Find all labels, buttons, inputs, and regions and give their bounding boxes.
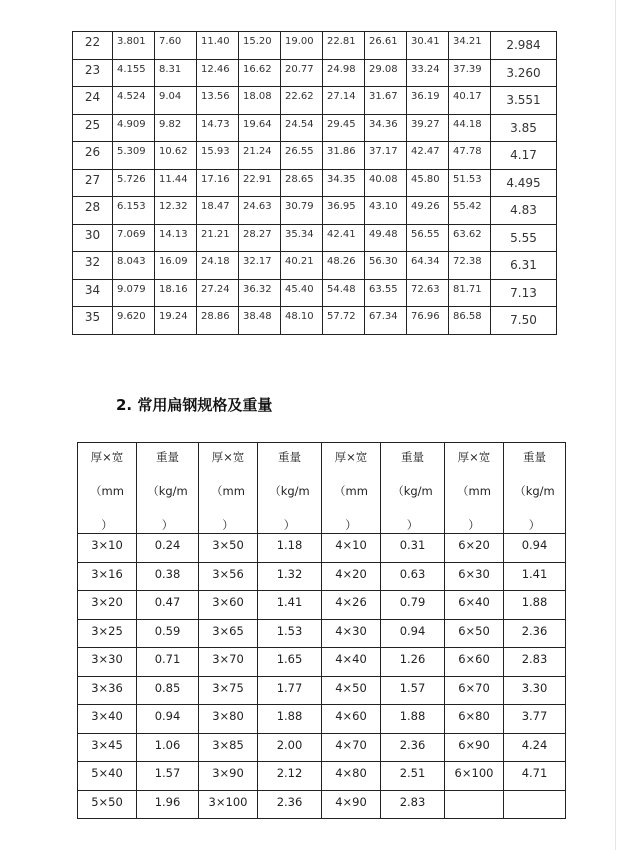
weight-cell: 1.06 <box>137 733 199 762</box>
table-cell: 45.40 <box>281 279 323 307</box>
table-cell: 40.21 <box>281 252 323 280</box>
size-cell: 4×30 <box>322 619 381 648</box>
table-cell: 12.46 <box>197 59 239 87</box>
table-cell: 15.93 <box>197 142 239 170</box>
table-cell: 43.10 <box>365 197 407 225</box>
size-cell: 6×20 <box>445 534 504 563</box>
table-cell: 36.32 <box>239 279 281 307</box>
table-cell: 26.61 <box>365 32 407 60</box>
diameter-cell: 35 <box>73 307 113 335</box>
weight-cell: 1.32 <box>258 562 322 591</box>
flat-steel-header-row <box>78 443 566 534</box>
size-cell: 3×56 <box>199 562 258 591</box>
table-cell: 55.42 <box>449 197 491 225</box>
weight-cell: 1.26 <box>381 648 445 677</box>
table-row <box>73 197 557 225</box>
size-cell: 5×40 <box>78 762 137 791</box>
size-cell: 6×90 <box>445 733 504 762</box>
table-row <box>73 169 557 197</box>
table-cell: 10.62 <box>155 142 197 170</box>
table-cell: 38.48 <box>239 307 281 335</box>
table-cell: 37.39 <box>449 59 491 87</box>
weight-cell: 1.96 <box>137 790 199 819</box>
size-cell: 6×70 <box>445 676 504 705</box>
table-cell: 13.56 <box>197 87 239 115</box>
size-cell: 3×16 <box>78 562 137 591</box>
diameter-cell: 23 <box>73 59 113 87</box>
round-steel-weight-table <box>72 31 557 335</box>
weight-cell: 0.94 <box>504 534 566 563</box>
diameter-cell: 34 <box>73 279 113 307</box>
table-row <box>78 705 566 734</box>
table-cell: 36.95 <box>323 197 365 225</box>
table-row <box>78 762 566 791</box>
table-cell: 28.86 <box>197 307 239 335</box>
table-cell: 18.47 <box>197 197 239 225</box>
size-cell: 3×90 <box>199 762 258 791</box>
table-cell: 63.55 <box>365 279 407 307</box>
page-edge <box>615 0 616 850</box>
table-row <box>73 279 557 307</box>
header-line-bot: ） <box>283 518 296 532</box>
table-cell: 7.069 <box>113 224 155 252</box>
size-cell: 4×80 <box>322 762 381 791</box>
table-cell: 72.38 <box>449 252 491 280</box>
table-cell: 27.24 <box>197 279 239 307</box>
table-cell: 63.62 <box>449 224 491 252</box>
header-line-bot: ） <box>528 518 541 532</box>
diameter-cell: 32 <box>73 252 113 280</box>
diameter-cell: 27 <box>73 169 113 197</box>
round-steel-table-body <box>73 32 557 335</box>
table-cell: 30.41 <box>407 32 449 60</box>
diameter-cell: 30 <box>73 224 113 252</box>
header-line-top: 厚×宽 <box>334 450 368 464</box>
header-size <box>78 443 137 534</box>
weight-cell: 4.83 <box>491 197 557 225</box>
table-cell: 31.86 <box>323 142 365 170</box>
flat-steel-table-body <box>78 534 566 819</box>
table-cell: 40.17 <box>449 87 491 115</box>
weight-cell: 4.495 <box>491 169 557 197</box>
table-cell: 44.18 <box>449 114 491 142</box>
table-cell: 28.27 <box>239 224 281 252</box>
table-cell: 4.524 <box>113 87 155 115</box>
header-size <box>322 443 381 534</box>
weight-cell: 3.260 <box>491 59 557 87</box>
table-cell: 28.65 <box>281 169 323 197</box>
table-cell: 9.079 <box>113 279 155 307</box>
diameter-cell: 25 <box>73 114 113 142</box>
weight-cell: 1.57 <box>137 762 199 791</box>
size-cell: 6×50 <box>445 619 504 648</box>
size-cell: 6×30 <box>445 562 504 591</box>
size-cell: 3×25 <box>78 619 137 648</box>
header-weight <box>504 443 566 534</box>
table-cell: 16.62 <box>239 59 281 87</box>
table-cell: 40.08 <box>365 169 407 197</box>
header-line-bot: ） <box>345 518 357 532</box>
size-cell: 4×20 <box>322 562 381 591</box>
size-cell: 4×90 <box>322 790 381 819</box>
weight-cell: 0.94 <box>381 619 445 648</box>
weight-cell: 1.88 <box>258 705 322 734</box>
header-line-mid: （kg/m <box>392 484 433 498</box>
table-cell: 16.09 <box>155 252 197 280</box>
table-cell: 35.34 <box>281 224 323 252</box>
header-size <box>199 443 258 534</box>
table-cell: 8.31 <box>155 59 197 87</box>
weight-cell: 0.47 <box>137 591 199 620</box>
table-cell: 7.60 <box>155 32 197 60</box>
size-cell: 4×26 <box>322 591 381 620</box>
weight-cell: 4.17 <box>491 142 557 170</box>
table-cell: 9.620 <box>113 307 155 335</box>
table-cell: 24.18 <box>197 252 239 280</box>
table-cell: 32.17 <box>239 252 281 280</box>
weight-cell: 1.41 <box>258 591 322 620</box>
weight-cell: 1.65 <box>258 648 322 677</box>
table-cell: 36.19 <box>407 87 449 115</box>
table-cell: 11.40 <box>197 32 239 60</box>
size-cell: 3×100 <box>199 790 258 819</box>
diameter-cell: 28 <box>73 197 113 225</box>
table-cell: 19.64 <box>239 114 281 142</box>
header-line-mid: （mm <box>90 484 124 498</box>
weight-cell: 0.71 <box>137 648 199 677</box>
table-cell: 11.44 <box>155 169 197 197</box>
table-cell: 4.909 <box>113 114 155 142</box>
table-row <box>78 534 566 563</box>
size-cell: 4×10 <box>322 534 381 563</box>
header-weight <box>258 443 322 534</box>
table-cell: 18.08 <box>239 87 281 115</box>
table-row <box>78 676 566 705</box>
weight-cell: 0.38 <box>137 562 199 591</box>
size-cell: 6×40 <box>445 591 504 620</box>
weight-cell: 3.30 <box>504 676 566 705</box>
weight-cell <box>504 790 566 819</box>
header-weight <box>381 443 445 534</box>
weight-cell: 7.13 <box>491 279 557 307</box>
size-cell: 3×20 <box>78 591 137 620</box>
table-cell: 47.78 <box>449 142 491 170</box>
table-row <box>73 32 557 60</box>
table-cell: 5.726 <box>113 169 155 197</box>
weight-cell: 1.88 <box>504 591 566 620</box>
weight-cell: 3.85 <box>491 114 557 142</box>
size-cell: 3×10 <box>78 534 137 563</box>
weight-cell: 2.36 <box>504 619 566 648</box>
table-row <box>78 591 566 620</box>
size-cell: 5×50 <box>78 790 137 819</box>
table-cell: 64.34 <box>407 252 449 280</box>
size-cell: 4×60 <box>322 705 381 734</box>
header-line-top: 重量 <box>401 450 424 464</box>
table-cell: 19.00 <box>281 32 323 60</box>
size-cell <box>445 790 504 819</box>
table-cell: 22.62 <box>281 87 323 115</box>
weight-cell: 0.85 <box>137 676 199 705</box>
table-cell: 27.14 <box>323 87 365 115</box>
header-line-mid: （kg/m <box>269 484 310 498</box>
table-cell: 6.153 <box>113 197 155 225</box>
weight-cell: 1.57 <box>381 676 445 705</box>
weight-cell: 2.36 <box>258 790 322 819</box>
header-line-bot: ） <box>222 518 234 532</box>
table-cell: 72.63 <box>407 279 449 307</box>
weight-cell: 0.94 <box>137 705 199 734</box>
table-cell: 37.17 <box>365 142 407 170</box>
header-line-bot: ） <box>406 518 419 532</box>
table-cell: 17.16 <box>197 169 239 197</box>
table-cell: 3.801 <box>113 32 155 60</box>
weight-cell: 0.24 <box>137 534 199 563</box>
table-cell: 48.26 <box>323 252 365 280</box>
table-cell: 18.16 <box>155 279 197 307</box>
weight-cell: 2.36 <box>381 733 445 762</box>
size-cell: 3×70 <box>199 648 258 677</box>
table-cell: 76.96 <box>407 307 449 335</box>
table-cell: 29.45 <box>323 114 365 142</box>
header-line-top: 厚×宽 <box>90 450 124 464</box>
table-cell: 9.04 <box>155 87 197 115</box>
size-cell: 4×50 <box>322 676 381 705</box>
table-cell: 5.309 <box>113 142 155 170</box>
header-line-mid: （mm <box>211 484 245 498</box>
table-cell: 86.58 <box>449 307 491 335</box>
size-cell: 3×80 <box>199 705 258 734</box>
table-cell: 51.53 <box>449 169 491 197</box>
weight-cell: 1.88 <box>381 705 445 734</box>
table-cell: 14.13 <box>155 224 197 252</box>
size-cell: 6×100 <box>445 762 504 791</box>
header-line-top: 厚×宽 <box>457 450 491 464</box>
table-cell: 67.34 <box>365 307 407 335</box>
weight-cell: 2.984 <box>491 32 557 60</box>
table-cell: 21.24 <box>239 142 281 170</box>
header-line-bot: ） <box>161 518 174 532</box>
table-cell: 9.82 <box>155 114 197 142</box>
size-cell: 3×60 <box>199 591 258 620</box>
weight-cell: 2.83 <box>504 648 566 677</box>
table-cell: 15.20 <box>239 32 281 60</box>
diameter-cell: 22 <box>73 32 113 60</box>
table-cell: 24.63 <box>239 197 281 225</box>
table-row <box>78 790 566 819</box>
weight-cell: 0.59 <box>137 619 199 648</box>
table-cell: 56.55 <box>407 224 449 252</box>
table-cell: 14.73 <box>197 114 239 142</box>
header-line-mid: （kg/m <box>514 484 555 498</box>
size-cell: 3×75 <box>199 676 258 705</box>
table-cell: 33.24 <box>407 59 449 87</box>
header-size <box>445 443 504 534</box>
table-cell: 22.91 <box>239 169 281 197</box>
table-cell: 49.26 <box>407 197 449 225</box>
header-line-top: 重量 <box>523 450 546 464</box>
weight-cell: 2.12 <box>258 762 322 791</box>
table-cell: 12.32 <box>155 197 197 225</box>
weight-cell: 0.63 <box>381 562 445 591</box>
table-cell: 22.81 <box>323 32 365 60</box>
table-row <box>78 648 566 677</box>
size-cell: 3×50 <box>199 534 258 563</box>
table-cell: 34.35 <box>323 169 365 197</box>
table-cell: 8.043 <box>113 252 155 280</box>
table-cell: 31.67 <box>365 87 407 115</box>
table-row <box>78 619 566 648</box>
table-cell: 26.55 <box>281 142 323 170</box>
table-row <box>73 224 557 252</box>
header-line-mid: （kg/m <box>147 484 188 498</box>
weight-cell: 3.77 <box>504 705 566 734</box>
table-row <box>73 59 557 87</box>
size-cell: 4×40 <box>322 648 381 677</box>
table-cell: 42.41 <box>323 224 365 252</box>
weight-cell: 7.50 <box>491 307 557 335</box>
table-cell: 49.48 <box>365 224 407 252</box>
weight-cell: 1.53 <box>258 619 322 648</box>
table-cell: 57.72 <box>323 307 365 335</box>
table-row <box>73 252 557 280</box>
weight-cell: 0.31 <box>381 534 445 563</box>
header-line-top: 重量 <box>278 450 301 464</box>
table-cell: 48.10 <box>281 307 323 335</box>
size-cell: 6×60 <box>445 648 504 677</box>
table-cell: 20.77 <box>281 59 323 87</box>
table-cell: 24.98 <box>323 59 365 87</box>
header-line-mid: （mm <box>334 484 368 498</box>
header-line-bot: ） <box>101 518 113 532</box>
diameter-cell: 26 <box>73 142 113 170</box>
weight-cell: 6.31 <box>491 252 557 280</box>
header-line-top: 厚×宽 <box>211 450 245 464</box>
flat-steel-spec-table <box>77 442 566 819</box>
weight-cell: 3.551 <box>491 87 557 115</box>
weight-cell: 5.55 <box>491 224 557 252</box>
table-row <box>78 733 566 762</box>
weight-cell: 4.24 <box>504 733 566 762</box>
table-cell: 30.79 <box>281 197 323 225</box>
size-cell: 4×70 <box>322 733 381 762</box>
table-cell: 45.80 <box>407 169 449 197</box>
size-cell: 3×65 <box>199 619 258 648</box>
weight-cell: 1.18 <box>258 534 322 563</box>
table-cell: 34.36 <box>365 114 407 142</box>
table-cell: 29.08 <box>365 59 407 87</box>
weight-cell: 2.00 <box>258 733 322 762</box>
size-cell: 3×30 <box>78 648 137 677</box>
size-cell: 3×45 <box>78 733 137 762</box>
table-cell: 42.47 <box>407 142 449 170</box>
size-cell: 3×40 <box>78 705 137 734</box>
table-cell: 39.27 <box>407 114 449 142</box>
diameter-cell: 24 <box>73 87 113 115</box>
weight-cell: 1.77 <box>258 676 322 705</box>
weight-cell: 4.71 <box>504 762 566 791</box>
table-row <box>73 87 557 115</box>
section-title: 2. 常用扁钢规格及重量 <box>116 396 273 414</box>
table-cell: 81.71 <box>449 279 491 307</box>
header-line-top: 重量 <box>156 450 179 464</box>
table-cell: 56.30 <box>365 252 407 280</box>
weight-cell: 2.51 <box>381 762 445 791</box>
size-cell: 3×36 <box>78 676 137 705</box>
table-cell: 54.48 <box>323 279 365 307</box>
table-cell: 19.24 <box>155 307 197 335</box>
table-row <box>78 562 566 591</box>
size-cell: 6×80 <box>445 705 504 734</box>
weight-cell: 1.41 <box>504 562 566 591</box>
header-weight <box>137 443 199 534</box>
weight-cell: 0.79 <box>381 591 445 620</box>
table-cell: 24.54 <box>281 114 323 142</box>
weight-cell: 2.83 <box>381 790 445 819</box>
header-line-bot: ） <box>468 518 480 532</box>
table-cell: 4.155 <box>113 59 155 87</box>
table-cell: 34.21 <box>449 32 491 60</box>
table-cell: 21.21 <box>197 224 239 252</box>
header-line-mid: （mm <box>457 484 491 498</box>
table-row <box>73 114 557 142</box>
table-row <box>73 142 557 170</box>
size-cell: 3×85 <box>199 733 258 762</box>
table-row <box>73 307 557 335</box>
